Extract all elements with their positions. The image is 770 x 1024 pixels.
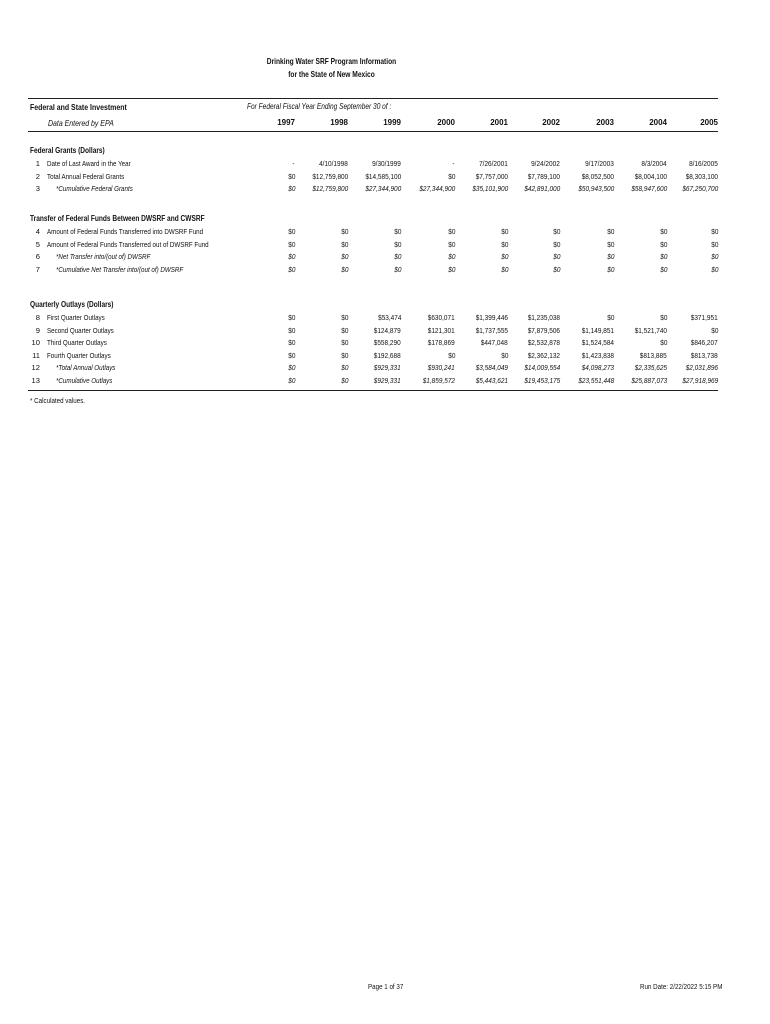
- table-cell: $0: [393, 227, 401, 236]
- table-cell: $0: [710, 264, 718, 274]
- table-cell: $1,859,572: [422, 376, 455, 385]
- table-cell: 8/16/2005: [689, 159, 718, 168]
- table-cell: $0: [287, 325, 295, 335]
- row-label: *Total Annual Outlays: [56, 363, 116, 373]
- table-cell: $846,207: [691, 338, 718, 348]
- table-cell: $371,951: [691, 313, 718, 322]
- row-number: 7: [35, 264, 40, 274]
- table-cell: $3,584,049: [475, 363, 508, 373]
- row-label: Amount of Federal Funds Transferred out of DWSRF Fund: [47, 239, 209, 249]
- row-label: Total Annual Federal Grants: [47, 171, 125, 181]
- table-cell: $0: [606, 264, 614, 274]
- table-cell: $124,879: [374, 325, 401, 335]
- row-label: *Cumulative Federal Grants: [56, 184, 133, 194]
- table-cell: $558,290: [374, 338, 401, 348]
- table-cell: $0: [552, 227, 560, 236]
- page-number: Page 1 of 37: [368, 982, 404, 991]
- table-cell: $0: [447, 252, 455, 262]
- row-label: *Cumulative Outlays: [56, 376, 113, 385]
- table-cell: $53,474: [377, 313, 401, 322]
- table-cell: $12,759,800: [312, 171, 348, 181]
- header-bottom-rule: [28, 131, 718, 132]
- row-number: 5: [35, 239, 40, 249]
- table-cell: $0: [287, 239, 295, 249]
- table-cell: $0: [287, 264, 295, 274]
- row-label: First Quarter Outlays: [47, 313, 105, 322]
- table-cell: $0: [659, 239, 667, 249]
- table-cell: $0: [287, 227, 295, 236]
- year-header: 2003: [596, 118, 614, 127]
- table-cell: $0: [606, 227, 614, 236]
- table-cell: $0: [659, 252, 667, 262]
- calculated-values-note: * Calculated values.: [30, 396, 86, 405]
- year-header: 1998: [330, 118, 348, 127]
- table-cell: $0: [340, 350, 348, 360]
- row-label: Date of Last Award in the Year: [47, 159, 131, 168]
- table-cell: $25,887,073: [631, 376, 667, 385]
- row-number: 4: [35, 227, 40, 236]
- table-cell: $0: [500, 239, 508, 249]
- table-cell: $7,757,000: [475, 171, 508, 181]
- table-cell: $50,943,500: [578, 184, 614, 194]
- table-cell: $192,688: [374, 350, 401, 360]
- table-cell: $0: [500, 227, 508, 236]
- table-cell: $0: [447, 350, 455, 360]
- table-cell: $5,443,621: [475, 376, 508, 385]
- section-title: Federal Grants (Dollars): [30, 146, 105, 155]
- table-cell: $14,585,100: [365, 171, 401, 181]
- section-title: Quarterly Outlays (Dollars): [30, 300, 114, 309]
- table-cell: $0: [710, 252, 718, 262]
- table-cell: $35,101,900: [472, 184, 508, 194]
- table-cell: $0: [500, 350, 508, 360]
- table-cell: $0: [606, 239, 614, 249]
- table-cell: $27,344,900: [365, 184, 401, 194]
- table-cell: -: [292, 159, 295, 168]
- table-cell: 4/10/1998: [319, 159, 348, 168]
- table-cell: $0: [659, 264, 667, 274]
- table-cell: 7/26/2001: [479, 159, 508, 168]
- table-cell: $0: [552, 239, 560, 249]
- report-subtitle: for the State of New Mexico: [288, 69, 375, 79]
- table-cell: $121,301: [428, 325, 455, 335]
- table-cell: $27,918,969: [682, 376, 718, 385]
- table-cell: $0: [287, 313, 295, 322]
- table-cell: $7,879,506: [527, 325, 560, 335]
- table-cell: 9/30/1999: [372, 159, 401, 168]
- table-cell: $0: [710, 325, 718, 335]
- row-label: Amount of Federal Funds Transferred into DWSRF Fund: [47, 227, 204, 236]
- year-header: 2002: [542, 118, 560, 127]
- table-cell: $930,241: [428, 363, 455, 373]
- table-cell: $0: [340, 239, 348, 249]
- table-cell: $0: [659, 227, 667, 236]
- table-cell: $0: [659, 313, 667, 322]
- table-cell: $0: [552, 252, 560, 262]
- table-cell: $0: [447, 239, 455, 249]
- table-cell: $0: [340, 227, 348, 236]
- table-cell: $42,891,000: [524, 184, 560, 194]
- table-cell: $2,031,896: [685, 363, 718, 373]
- table-cell: $813,885: [640, 350, 667, 360]
- table-cell: $0: [447, 171, 455, 181]
- data-source-label: Data Entered by EPA: [48, 118, 114, 128]
- row-number: 6: [35, 252, 40, 262]
- year-header: 1997: [277, 118, 295, 127]
- table-cell: $929,331: [374, 363, 401, 373]
- table-cell: $178,869: [428, 338, 455, 348]
- table-cell: $8,303,100: [685, 171, 718, 181]
- table-cell: $0: [287, 376, 295, 385]
- table-cell: $1,149,851: [581, 325, 614, 335]
- section-heading: Federal and State Investment: [30, 102, 127, 112]
- row-number: 8: [35, 313, 40, 322]
- row-number: 10: [31, 338, 40, 348]
- table-cell: $1,524,584: [581, 338, 614, 348]
- table-cell: 9/24/2002: [531, 159, 560, 168]
- table-cell: $23,551,448: [578, 376, 614, 385]
- row-label: *Cumulative Net Transfer into/(out of) DWSRF: [56, 264, 184, 274]
- table-cell: $7,789,100: [527, 171, 560, 181]
- table-bottom-rule: [28, 390, 718, 391]
- table-cell: $19,453,175: [524, 376, 560, 385]
- row-label: *Net Transfer into/(out of) DWSRF: [56, 252, 151, 262]
- row-label: Fourth Quarter Outlays: [47, 350, 111, 360]
- table-cell: $0: [447, 227, 455, 236]
- run-date: Run Date: 2/22/2022 5:15 PM: [640, 982, 723, 991]
- fiscal-year-note: For Federal Fiscal Year Ending September 30 of :: [247, 102, 392, 111]
- year-header: 2001: [490, 118, 508, 127]
- row-label: Third Quarter Outlays: [47, 338, 107, 348]
- table-cell: $0: [659, 338, 667, 348]
- table-cell: $2,362,132: [527, 350, 560, 360]
- table-cell: $0: [500, 264, 508, 274]
- table-cell: $0: [393, 239, 401, 249]
- row-number: 3: [35, 184, 40, 194]
- table-cell: $0: [287, 171, 295, 181]
- table-cell: $1,423,838: [581, 350, 614, 360]
- year-header: 2005: [700, 118, 718, 127]
- table-cell: $1,737,555: [475, 325, 508, 335]
- table-cell: $1,399,446: [475, 313, 508, 322]
- table-cell: $0: [340, 338, 348, 348]
- table-cell: $0: [340, 325, 348, 335]
- table-cell: $58,947,600: [631, 184, 667, 194]
- table-cell: $0: [393, 264, 401, 274]
- table-cell: $813,738: [691, 350, 718, 360]
- table-cell: $2,532,878: [527, 338, 560, 348]
- table-cell: $0: [340, 313, 348, 322]
- table-cell: $447,048: [481, 338, 508, 348]
- table-cell: 9/17/2003: [585, 159, 614, 168]
- table-cell: $0: [606, 252, 614, 262]
- row-number: 13: [31, 376, 40, 385]
- section-title: Transfer of Federal Funds Between DWSRF and CWSRF: [30, 214, 205, 223]
- table-cell: $630,071: [428, 313, 455, 322]
- table-cell: $0: [340, 252, 348, 262]
- row-number: 2: [35, 171, 40, 181]
- row-label: Second Quarter Outlays: [47, 325, 114, 335]
- row-number: 11: [32, 350, 40, 360]
- table-cell: $2,335,625: [634, 363, 667, 373]
- table-cell: $0: [340, 363, 348, 373]
- table-cell: $0: [552, 264, 560, 274]
- table-cell: $4,098,273: [581, 363, 614, 373]
- row-number: 12: [31, 363, 40, 373]
- table-cell: $27,344,900: [419, 184, 455, 194]
- table-cell: $0: [500, 252, 508, 262]
- table-cell: $0: [340, 376, 348, 385]
- table-cell: $8,052,500: [581, 171, 614, 181]
- table-cell: $0: [287, 252, 295, 262]
- year-header: 1999: [383, 118, 401, 127]
- header-top-rule: [28, 98, 718, 99]
- table-cell: $0: [710, 239, 718, 249]
- table-cell: $0: [606, 313, 614, 322]
- year-header: 2000: [437, 118, 455, 127]
- row-number: 1: [35, 159, 40, 168]
- table-cell: $929,331: [374, 376, 401, 385]
- year-header: 2004: [649, 118, 667, 127]
- table-cell: $1,235,038: [527, 313, 560, 322]
- table-cell: $0: [287, 184, 295, 194]
- table-cell: $1,521,740: [634, 325, 667, 335]
- table-cell: $0: [287, 338, 295, 348]
- report-title: Drinking Water SRF Program Information: [266, 56, 397, 66]
- table-cell: 8/3/2004: [641, 159, 667, 168]
- table-cell: $0: [287, 350, 295, 360]
- table-cell: $0: [447, 264, 455, 274]
- table-cell: $8,004,100: [634, 171, 667, 181]
- table-cell: $0: [340, 264, 348, 274]
- table-cell: $67,250,700: [682, 184, 718, 194]
- table-cell: $0: [710, 227, 718, 236]
- table-cell: $12,759,800: [312, 184, 348, 194]
- table-cell: $0: [287, 363, 295, 373]
- table-cell: -: [452, 159, 455, 168]
- table-cell: $0: [393, 252, 401, 262]
- row-number: 9: [35, 325, 40, 335]
- table-cell: $14,009,554: [524, 363, 560, 373]
